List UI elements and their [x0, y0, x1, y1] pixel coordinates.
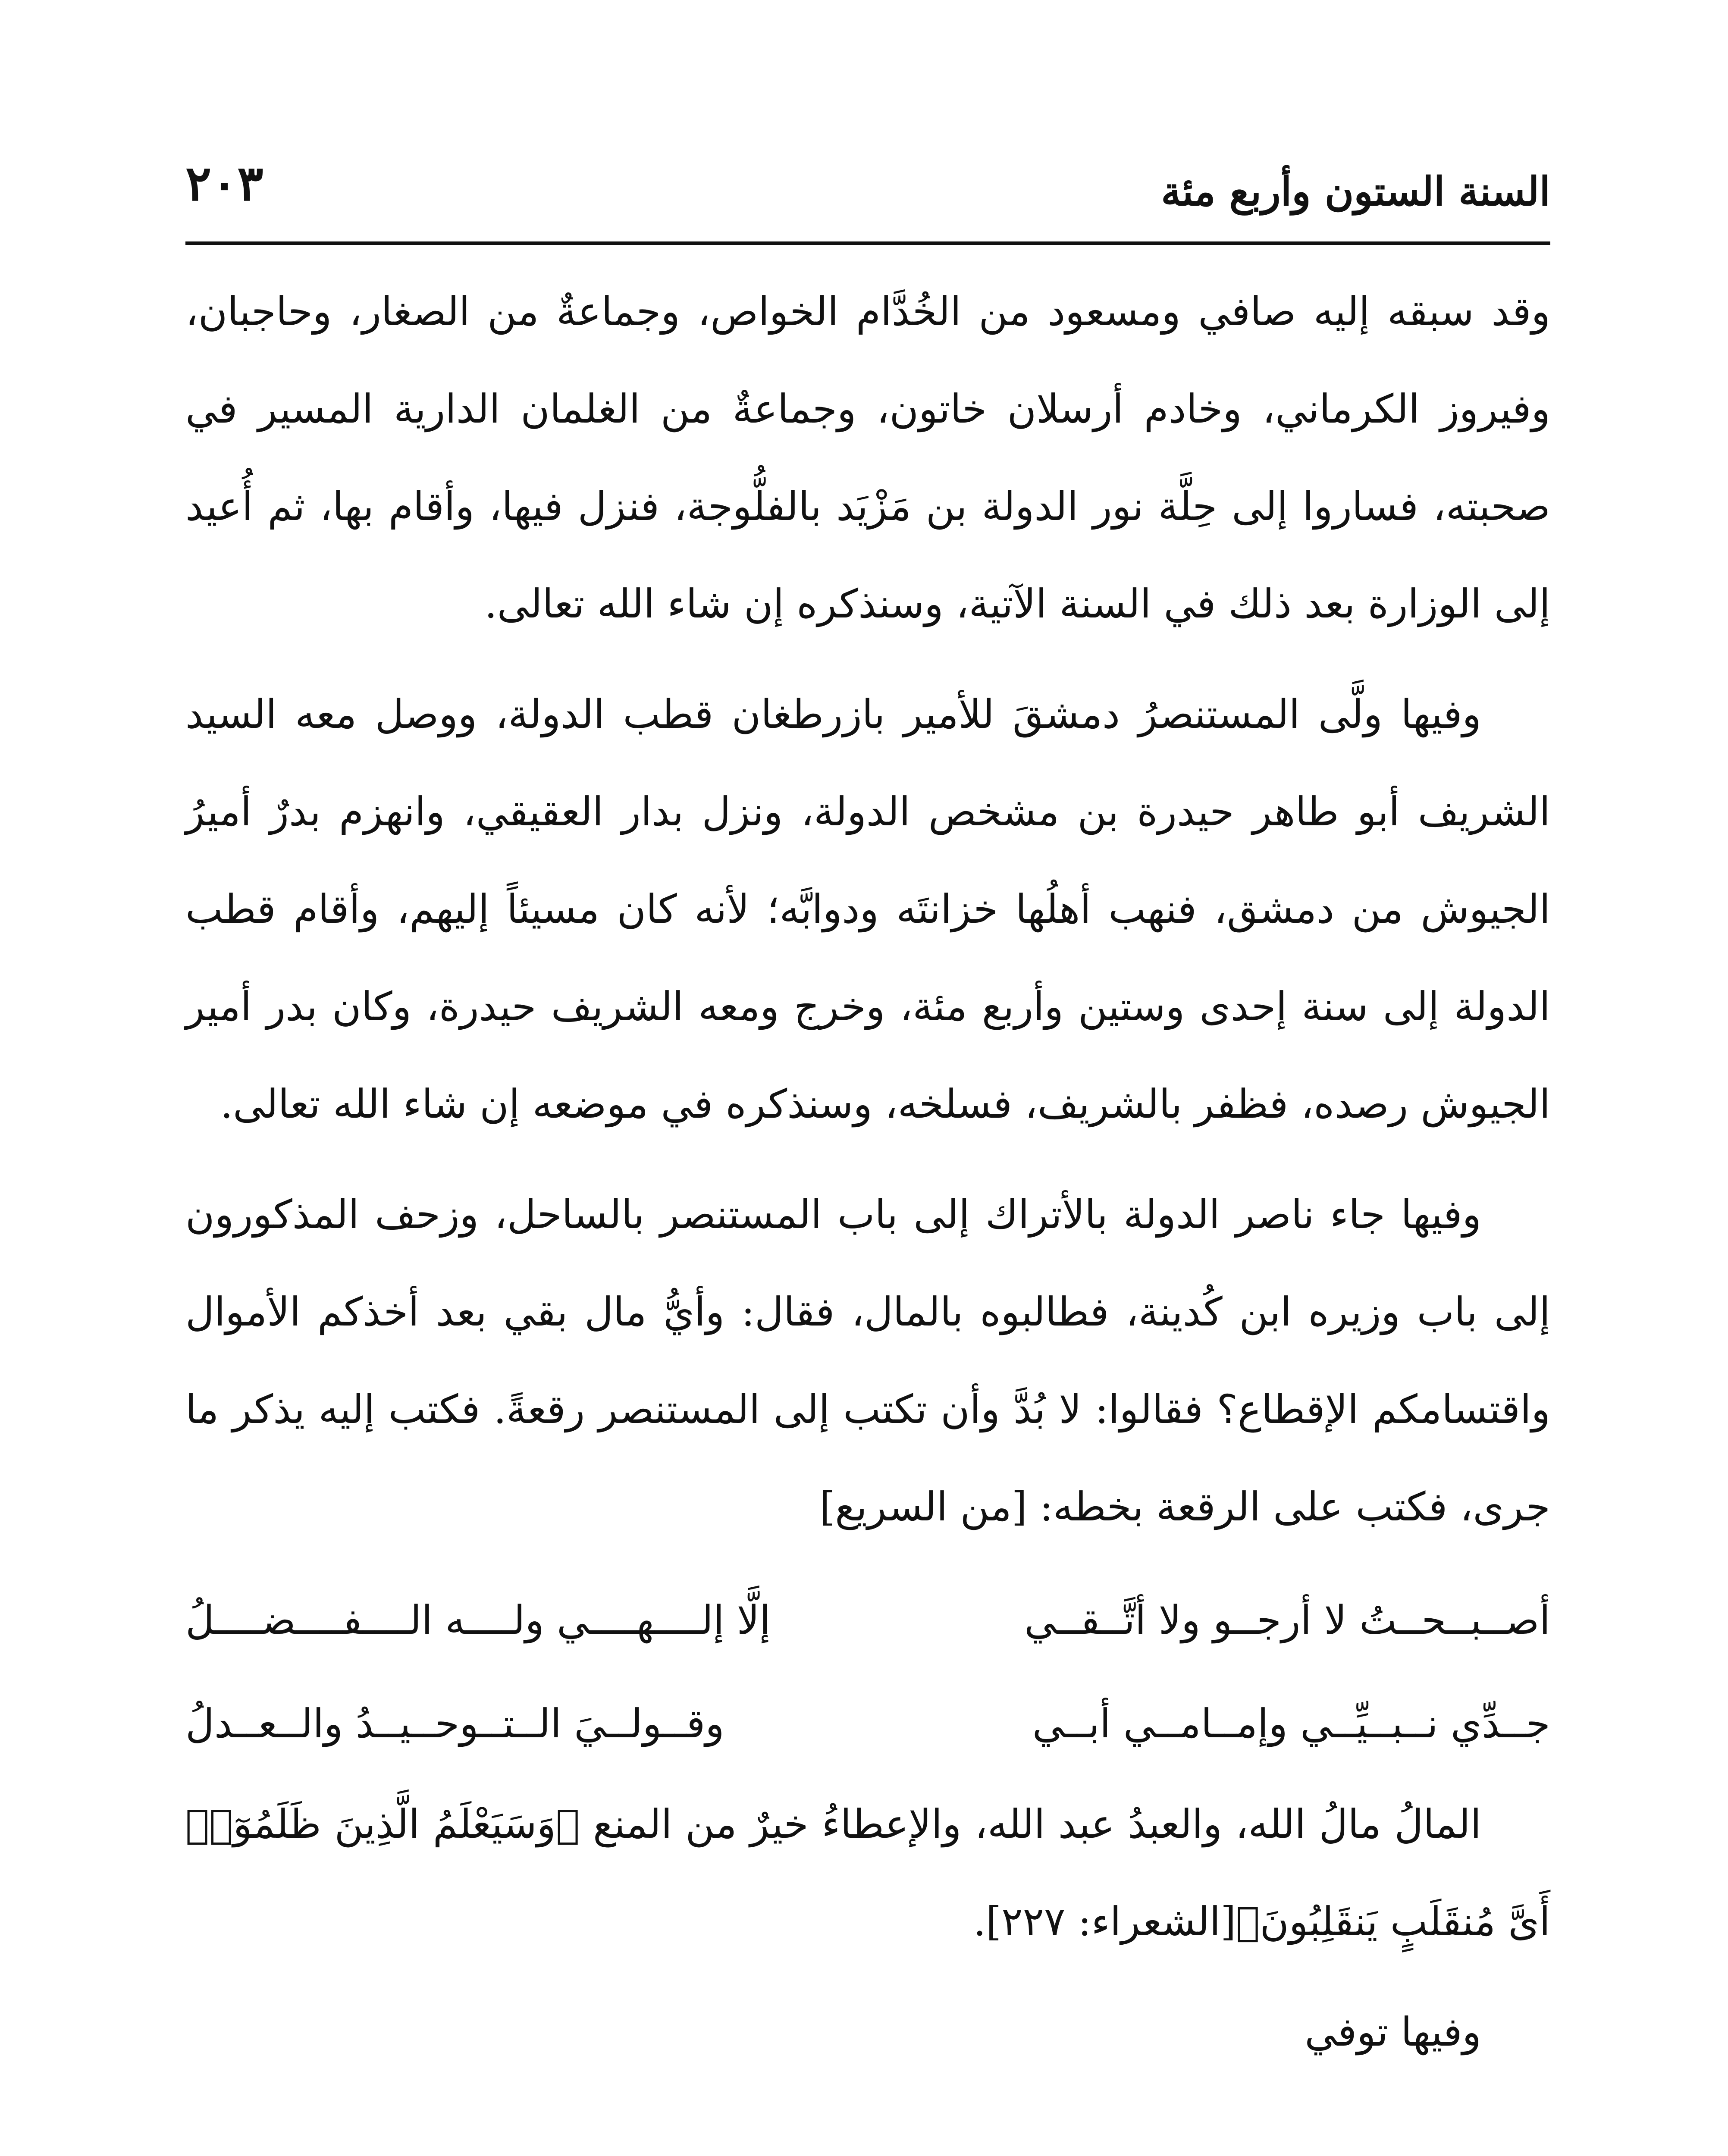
- paragraph-3: وفيها جاء ناصر الدولة بالأتراك إلى باب المستنصر بالساحل، وزحف المذكورون إلى باب وزيره ابن كُدينة، فطالبوه بالمال، فقال: وأيُّ مال بقي بعد أخذكم الأموال واقتسامكم الإقطاع؟ فقالوا: لا بُدَّ وأن تكتب إلى المستنصر رقعةً. فكتب إليه يذكر ما جرى، فكتب على الرقعة بخطه: [من السريع]: [185, 1191, 1550, 1530]
- verse-second-hemistich: إلَّا إلــــهــــي ولــــه الــــفــــضــــلُ: [185, 1597, 771, 1643]
- running-title: السنة الستون وأربع مئة: [1161, 168, 1550, 215]
- page-header: [185, 142, 1550, 229]
- paragraph-1: وقد سبقه إليه صافي ومسعود من الخُدَّام الخواص، وجماعةٌ من الصغار، وحاجبان، وفيروز الكرماني، وخادم أرسلان خاتون، وجماعةٌ من الغلمان الدارية المسير في صحبته، فساروا إلى حِلَّة نور الدولة بن مَزْيَد بالفلُّوجة، فنزل فيها، وأقام بها، ثم أُعيد إلى الوزارة بعد ذلك في السنة الآتية، وسنذكره إن شاء الله تعالى.: [185, 288, 1550, 627]
- biography-heading: [185, 2128, 1550, 2156]
- poem-verse: [185, 1672, 1550, 1776]
- poem-verse: [185, 1569, 1550, 1672]
- paragraph-5: وفيها توفي: [1305, 2009, 1481, 2055]
- verse-first-hemistich: أصــبــحــتُ لا أرجــو ولا أتَّــقــي: [1024, 1597, 1550, 1643]
- paragraph-4: المالُ مالُ الله، والعبدُ عبد الله، والإعطاءُ خيرٌ من المنع ﴿وَسَيَعْلَمُ الَّذِينَ ظَلَمُوٓا۟ أَىَّ مُنقَلَبٍ يَنقَلِبُونَ﴾[الشعراء: ٢٢٧].: [185, 1801, 1550, 1945]
- verse-second-hemistich: وقــولــيَ الــتــوحــيــدُ والــعــدلُ: [185, 1701, 724, 1747]
- page-body: [185, 263, 1550, 2156]
- verse-first-hemistich: جــدِّي نــبــيِّــي وإمــامــي أبــي: [1032, 1701, 1550, 1747]
- page-number: ٢٠٣: [185, 155, 263, 212]
- header-rule: [185, 241, 1550, 245]
- paragraph-2: وفيها ولَّى المستنصرُ دمشقَ للأمير بازرطغان قطب الدولة، ووصل معه السيد الشريف أبو طاهر حيدرة بن مشخص الدولة، ونزل بدار العقيقي، وانهزم بدرٌ أميرُ الجيوش من دمشق، فنهب أهلُها خزانتَه ودوابَّه؛ لأنه كان مسيئاً إليهم، وأقام قطب الدولة إلى سنة إحدى وستين وأربع مئة، وخرج ومعه الشريف حيدرة، وكان بدر أمير الجيوش رصده، فظفر بالشريف، فسلخه، وسنذكره في موضعه إن شاء الله تعالى.: [185, 691, 1550, 1127]
